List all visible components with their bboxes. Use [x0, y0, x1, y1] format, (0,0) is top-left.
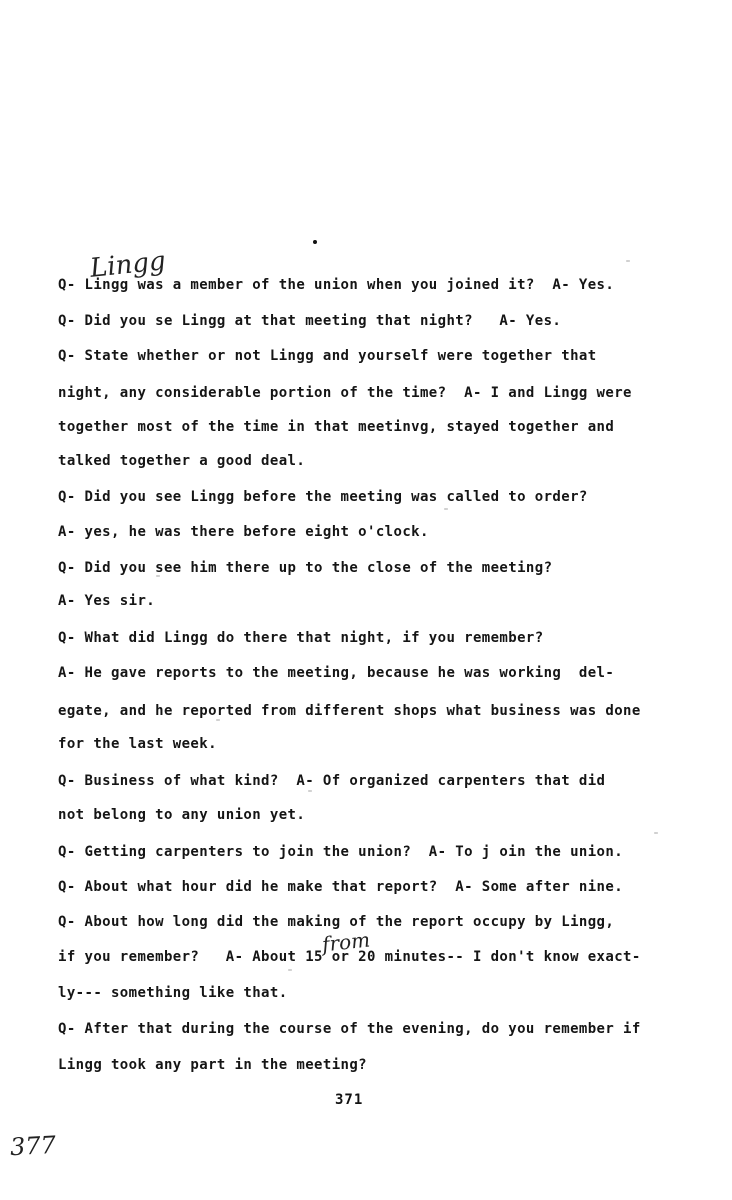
transcript-line-2: Q- Did you se Lingg at that meeting that night? A- Yes. — [58, 313, 562, 329]
handwritten-insert-from: from — [320, 927, 372, 957]
handwritten-corner-number: 377 — [9, 1130, 57, 1162]
transcript-line-12: A- He gave reports to the meeting, because he was working del- — [58, 665, 615, 681]
ink-dot — [313, 240, 317, 244]
page-number: 371 — [335, 1092, 364, 1108]
transcript-line-5: together most of the time in that meetinvg, stayed together and — [58, 419, 615, 435]
ink-mark: ¨ — [287, 969, 294, 980]
transcript-line-18: Q- About what hour did he make that report? A- Some after nine. — [58, 879, 624, 895]
transcript-line-3: Q- State whether or not Lingg and yourself were together that — [58, 348, 597, 364]
transcript-line-6: talked together a good deal. — [58, 453, 306, 469]
handwritten-insert-lingg: Lingg — [88, 246, 167, 284]
transcript-line-14: for the last week. — [58, 736, 217, 752]
transcript-line-16: not belong to any union yet. — [58, 807, 306, 823]
transcript-line-23: Lingg took any part in the meeting? — [58, 1057, 368, 1073]
ink-mark: ¨ — [215, 719, 222, 730]
transcript-line-22: Q- After that during the course of the evening, do you remember if — [58, 1021, 641, 1037]
transcript-line-17: Q- Getting carpenters to join the union? A- To j oin the union. — [58, 844, 624, 860]
ink-mark: ¨ — [653, 832, 660, 843]
transcript-line-1: Q- Lingg was a member of the union when you joined it? A- Yes. — [58, 277, 615, 293]
ink-mark: ¨ — [307, 790, 314, 801]
ink-mark: ¨ — [155, 575, 162, 586]
transcript-line-13: egate, and he reported from different shops what business was done — [58, 703, 641, 719]
transcript-line-9: Q- Did you see him there up to the close of the meeting? — [58, 560, 553, 576]
transcript-line-15: Q- Business of what kind? A- Of organized carpenters that did — [58, 773, 606, 789]
transcript-line-10: A- Yes sir. — [58, 593, 156, 609]
transcript-line-8: A- yes, he was there before eight o'clock. — [58, 524, 429, 540]
transcript-line-21: ly--- something like that. — [58, 985, 288, 1001]
transcript-line-7: Q- Did you see Lingg before the meeting was called to order? — [58, 489, 588, 505]
transcript-line-11: Q- What did Lingg do there that night, if you remember? — [58, 630, 544, 646]
transcript-line-20: if you remember? A- About 15 or 20 minutes-- I don't know exact- — [58, 949, 641, 965]
transcript-line-19: Q- About how long did the making of the report occupy by Lingg, — [58, 914, 615, 930]
ink-mark: ¨ — [625, 260, 632, 271]
transcript-line-4: night, any considerable portion of the time? A- I and Lingg were — [58, 385, 632, 401]
ink-mark: ¨ — [443, 508, 450, 519]
